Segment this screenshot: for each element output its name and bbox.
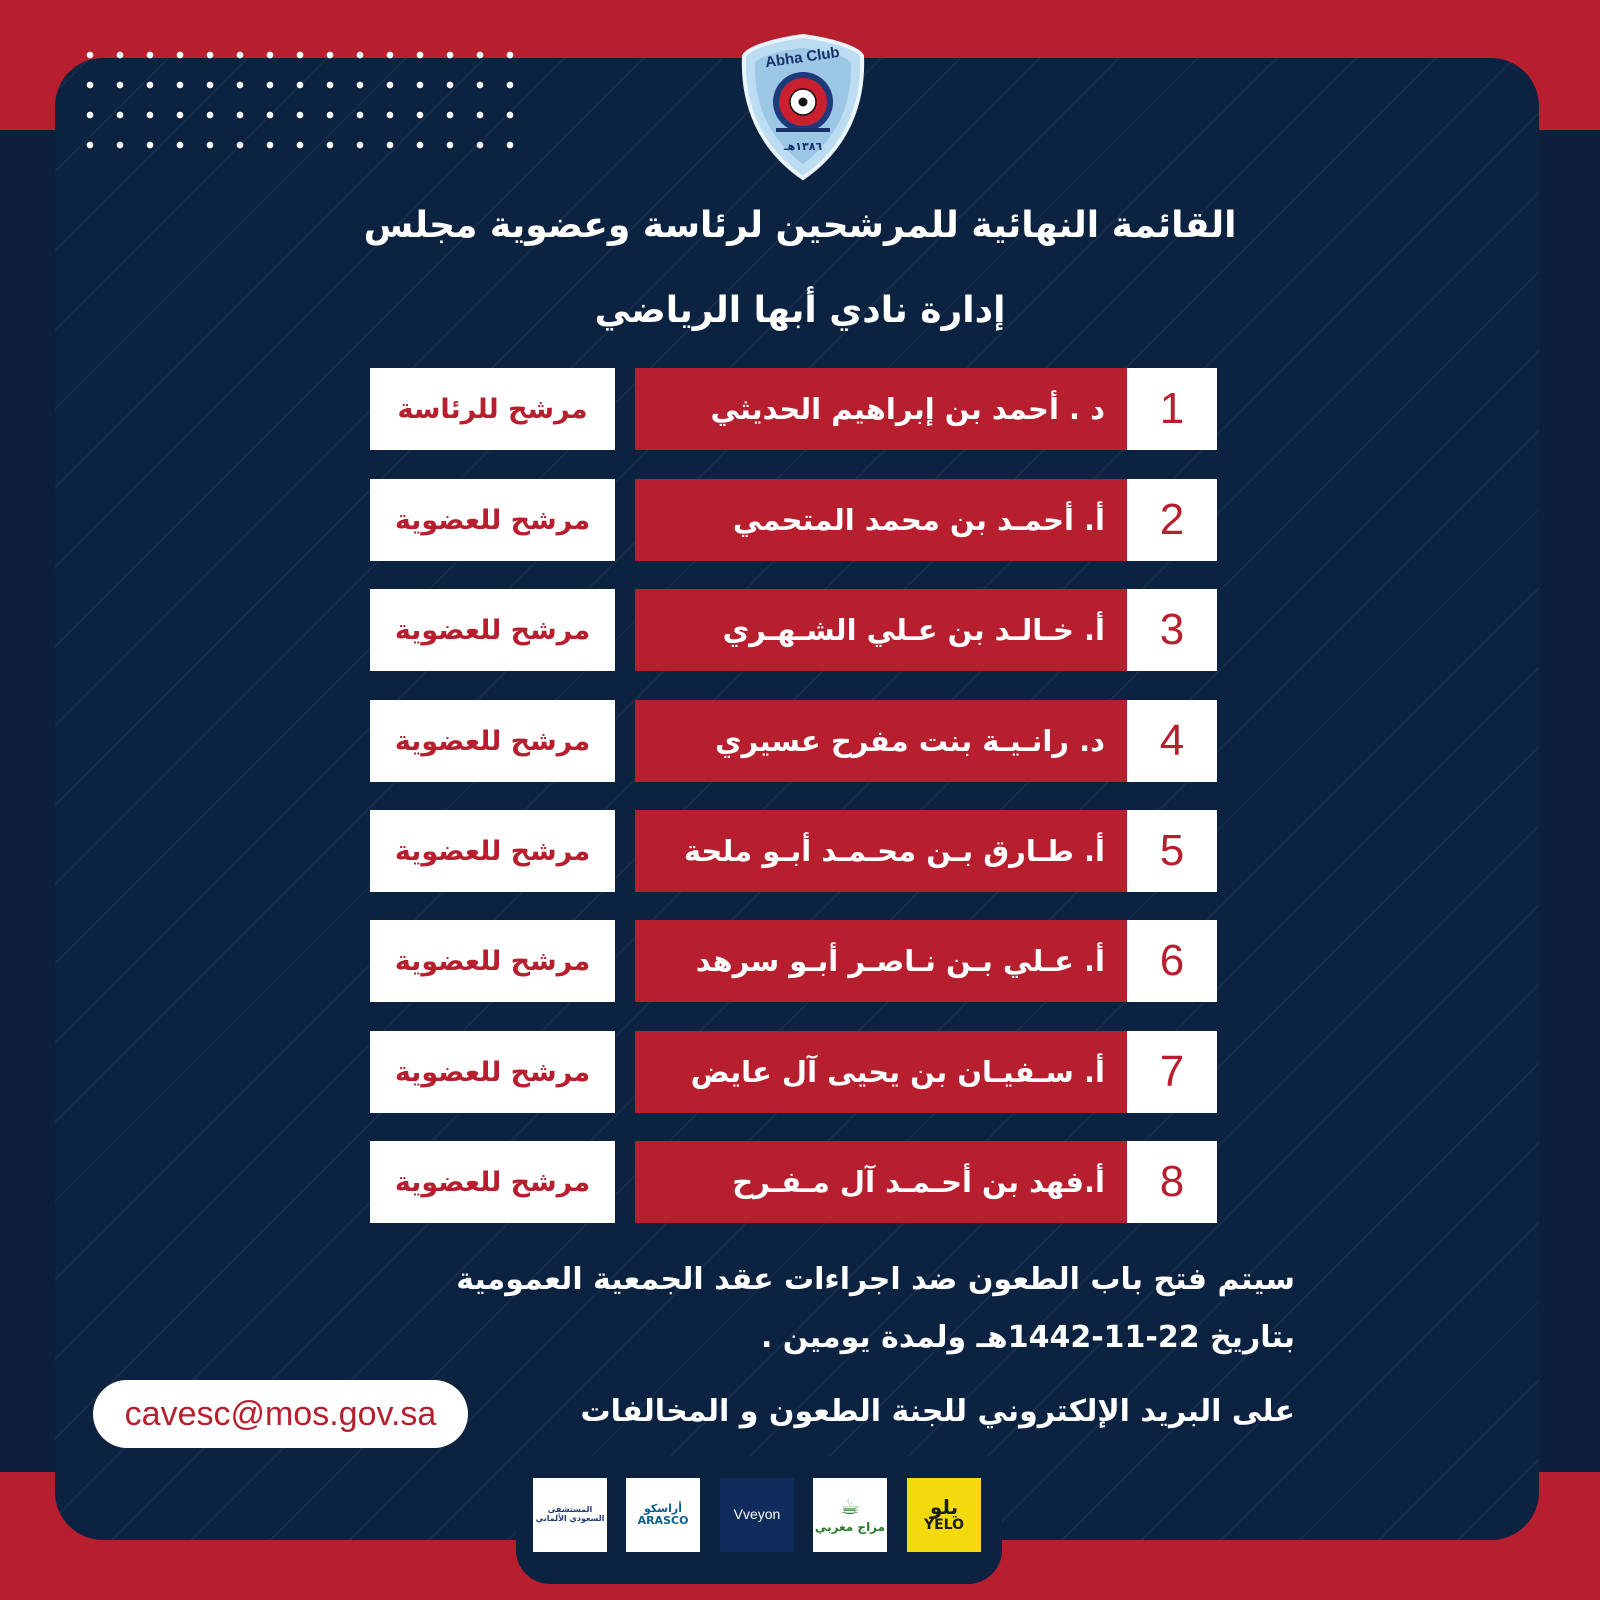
sponsor-text-latin: YELO [923,1517,965,1534]
notice-line-2: بتاريخ 22-11-1442هـ ولمدة يومين . [760,1320,1295,1355]
candidate-number: 8 [1127,1141,1217,1223]
sponsor-logo-saudi-german-hospital [533,1478,607,1552]
candidate-number: 4 [1127,700,1217,782]
sponsor-text: Vveyon [733,1506,781,1523]
candidate-number: 7 [1127,1031,1217,1113]
candidate-number: 3 [1127,589,1217,671]
candidate-name: د . أحمد بن إبراهيم الحديثي [635,368,1127,450]
dot-pattern [75,40,515,170]
sponsor-text: مزاج مغربي [814,1519,886,1534]
page-title-line-2: إدارة نادي أبها الرياضي [594,290,1006,331]
candidate-role: مرشح للرئاسة [370,368,615,450]
candidate-name: أ. أحمـد بن محمد المتحمي [635,479,1127,561]
candidate-role: مرشح للعضوية [370,1141,615,1223]
candidate-name: د. رانـيـة بنت مفرح عسيري [635,700,1127,782]
sponsor-logo-vveyon [720,1478,794,1552]
candidate-role: مرشح للعضوية [370,1031,615,1113]
notice-line-3: على البريد الإلكتروني للجنة الطعون و المخالفات [580,1394,1295,1429]
email-link[interactable]: cavesc@mos.gov.sa [93,1380,468,1448]
candidate-role: مرشح للعضوية [370,920,615,1002]
notice-line-1: سيتم فتح باب الطعون ضد اجراءات عقد الجمعية العمومية [456,1262,1295,1297]
candidate-number: 1 [1127,368,1217,450]
candidate-row-4 [370,700,1217,782]
candidate-row-3 [370,589,1217,671]
candidate-row-8 [370,1141,1217,1223]
sponsor-text: أراسكو [644,1501,682,1515]
candidate-name: أ. خـالـد بن عـلي الشـهـري [635,589,1127,671]
candidate-name: أ. سـفيـان بن يحيى آل عايض [635,1031,1127,1113]
abha-club-logo-icon [738,32,868,182]
sponsor-text: المستشفى السعودي الألماني [535,1505,605,1523]
sponsor-logo-yelo [907,1478,981,1552]
sponsor-logo-arasco [626,1478,700,1552]
candidate-number: 5 [1127,810,1217,892]
candidate-name: أ. عـلي بـن نـاصـر أبـو سرهد [635,920,1127,1002]
candidate-role: مرشح للعضوية [370,589,615,671]
candidate-row-6 [370,920,1217,1002]
poster-card [55,58,1539,1540]
candidate-row-7 [370,1031,1217,1113]
candidate-row-2 [370,479,1217,561]
page-title-line-1: القائمة النهائية للمرشحين لرئاسة وعضوية مجلس [363,205,1237,246]
teapot-icon: ☕ [840,1495,860,1521]
sponsor-text: يلو [929,1495,959,1520]
logo-club-name: Abha Club [764,43,841,72]
candidate-role: مرشح للعضوية [370,479,615,561]
sponsor-logo-mazaj-maghribi [813,1478,887,1552]
candidate-role: مرشح للعضوية [370,810,615,892]
candidate-row-5 [370,810,1217,892]
candidate-row-1 [370,368,1217,450]
sponsor-text-latin: ARASCO [637,1514,689,1527]
logo-year: ١٣٨٦هـ [783,140,823,153]
candidate-number: 6 [1127,920,1217,1002]
candidate-role: مرشح للعضوية [370,700,615,782]
candidate-name: أ. طـارق بـن محـمـد أبـو ملحة [635,810,1127,892]
candidate-name: أ.فهد بن أحـمـد آل مـفـرح [635,1141,1127,1223]
candidate-number: 2 [1127,479,1217,561]
